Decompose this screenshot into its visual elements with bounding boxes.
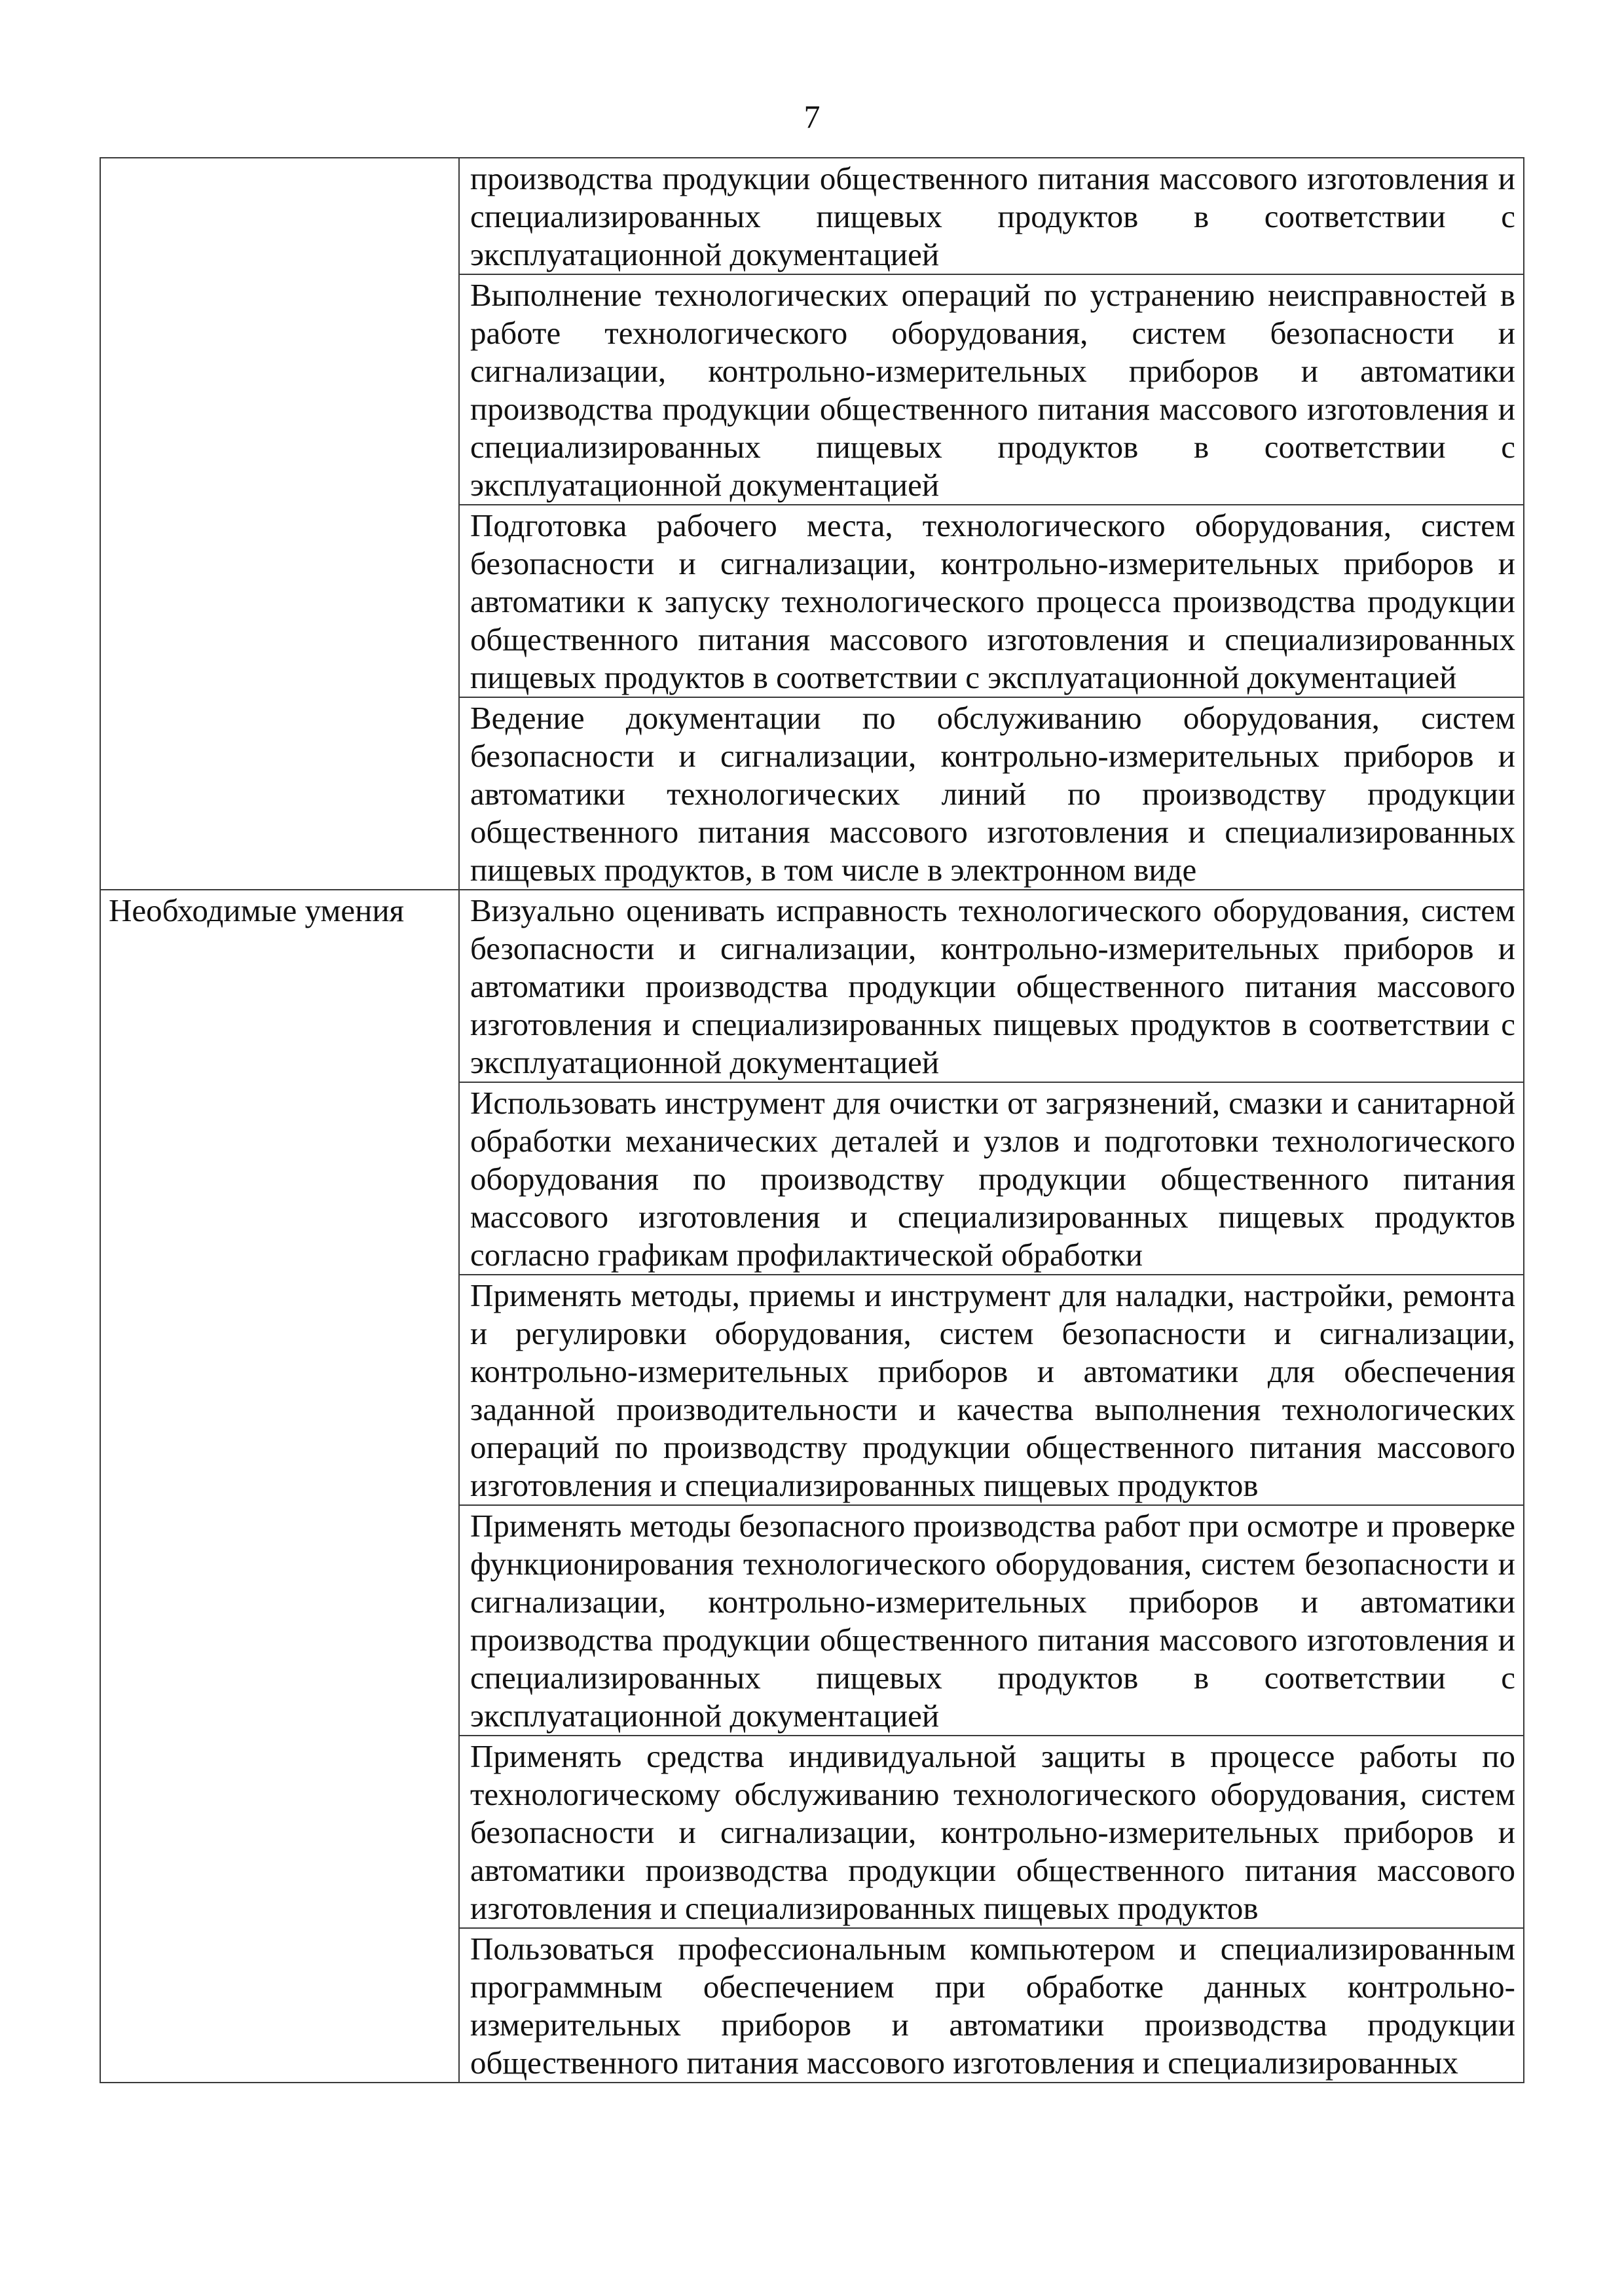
requirements-table — [100, 157, 1524, 2083]
empty-label-cell — [100, 697, 459, 890]
table-cell-text: Визуально оценивать исправность технологического оборудования, систем безопасности и сигнализации, контрольно-измерительных приборов и автоматики производства продукции общественного питания массового изготовления и специализированных пищевых продуктов в соответствии с эксплуатационной документацией — [459, 890, 1524, 1082]
table-cell-text: Применять средства индивидуальной защиты в процессе работы по технологическому обслуживанию технологического оборудования, систем безопасности и сигнализации, контрольно-измерительных приборов и автоматики производства продукции общественного питания массового изготовления и специализированных пищевых продуктов — [459, 1736, 1524, 1928]
page-number: 7 — [803, 98, 821, 135]
table-row — [100, 158, 1524, 274]
empty-label-cell — [100, 158, 459, 274]
table-cell-text: Использовать инструмент для очистки от загрязнений, смазки и санитарной обработки механических деталей и узлов и подготовки технологического оборудования по производству продукции общественного питания массового изготовления и специализированных пищевых продуктов согласно графикам профилактической обработки — [459, 1082, 1524, 1275]
table-cell-text: Пользоваться профессиональным компьютером и специализированным программным обеспечением при обработке данных контрольно-измерительных приборов и автоматики производства продукции общественного питания массового изготовления и специализированных — [459, 1928, 1524, 2083]
table-cell-text: Выполнение технологических операций по устранению неисправностей в работе технологического оборудования, систем безопасности и сигнализации, контрольно-измерительных приборов и автоматики производства продукции общественного питания массового изготовления и специализированных пищевых продуктов в соответствии с эксплуатационной документацией — [459, 274, 1524, 505]
empty-label-cell — [100, 274, 459, 505]
table-row — [100, 890, 1524, 1082]
table-cell-text: производства продукции общественного питания массового изготовления и специализированных пищевых продуктов в соответствии с эксплуатационной документацией — [459, 158, 1524, 274]
table-row — [100, 505, 1524, 697]
table-cell-text: Применять методы безопасного производства работ при осмотре и проверке функционирования технологического оборудования, систем безопасности и сигнализации, контрольно-измерительных приборов и автоматики производства продукции общественного питания массового изготовления и специализированных пищевых продуктов в соответствии с эксплуатационной документацией — [459, 1505, 1524, 1736]
empty-label-cell — [100, 505, 459, 697]
table-cell-text: Применять методы, приемы и инструмент для наладки, настройки, ремонта и регулировки оборудования, систем безопасности и сигнализации, контрольно-измерительных приборов и автоматики для обеспечения заданной производительности и качества выполнения технологических операций по производству продукции общественного питания массового изготовления и специализированных пищевых продуктов — [459, 1275, 1524, 1505]
table-row — [100, 274, 1524, 505]
table-cell-text: Ведение документации по обслуживанию оборудования, систем безопасности и сигнализации, контрольно-измерительных приборов и автоматики технологических линий по производству продукции общественного питания массового изготовления и специализированных пищевых продуктов, в том числе в электронном виде — [459, 697, 1524, 890]
table-cell-text: Подготовка рабочего места, технологического оборудования, систем безопасности и сигнализации, контрольно-измерительных приборов и автоматики к запуску технологического процесса производства продукции общественного питания массового изготовления и специализированных пищевых продуктов в соответствии с эксплуатационной документацией — [459, 505, 1524, 697]
skills-label: Необходимые умения — [100, 890, 459, 2083]
table-row — [100, 697, 1524, 890]
